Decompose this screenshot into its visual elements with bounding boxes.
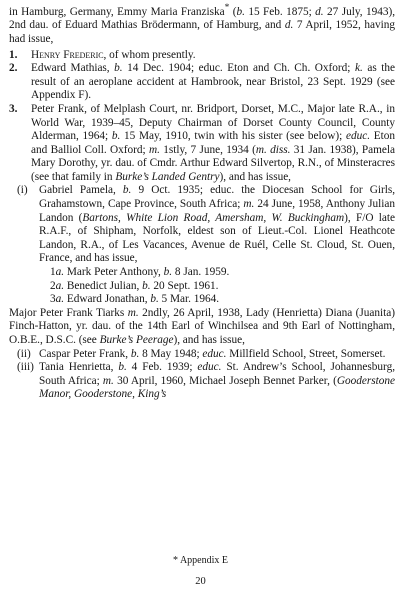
- item-text: Millfield School, Street, Somerset.: [226, 347, 386, 360]
- educ-abbrev: educ.: [345, 130, 371, 143]
- page-number: 20: [195, 576, 206, 587]
- item-text: 1stly, 7 June, 1934 (: [159, 143, 256, 156]
- footnote: * Appendix E: [173, 555, 228, 566]
- grandchild-date: 20 Sept. 1961.: [150, 279, 219, 292]
- grandchild-item: [9, 266, 395, 280]
- died-abbrev: d.: [315, 5, 324, 18]
- issue-item-3: [9, 103, 395, 185]
- item-text: Major Peter Frank Tiarks: [9, 306, 128, 319]
- item-text: Edward Mathias,: [31, 62, 115, 75]
- educ-abbrev: educ.: [202, 347, 227, 360]
- intro-text: 7 April, 1952, having had issue,: [9, 19, 395, 45]
- item-text: Tania Henrietta,: [39, 361, 119, 374]
- born-abbrev: b.: [114, 62, 123, 75]
- grandchild-date: 5 Mar. 1964.: [158, 293, 220, 306]
- book-title: Burke’s Peerage: [99, 334, 174, 347]
- intro-text: in Hamburg, Germany, Emmy Maria Franziska: [9, 5, 225, 18]
- book-title: Burke’s Landed Gentry: [115, 170, 220, 183]
- item-text: ), and has issue,: [219, 170, 291, 183]
- grandchild-suffix: a.: [55, 293, 65, 306]
- item-text: 30 April, 1960, Michael Joseph Bennet Parker, (: [113, 374, 337, 387]
- footnote-marker: *: [224, 3, 230, 13]
- grandchild-number: 1: [50, 266, 56, 279]
- grandchild-name: Benedict Julian,: [64, 279, 143, 292]
- issue-item-2: [9, 62, 395, 103]
- roman-numeral: (ii): [17, 347, 31, 360]
- roman-numeral: (i): [17, 184, 28, 197]
- married-abbrev: m.: [149, 143, 160, 156]
- married-abbrev: m.: [243, 198, 255, 211]
- born-abbrev: b.: [236, 5, 245, 18]
- item-text: Gabriel Pamela,: [39, 184, 123, 197]
- item-number: 1.: [9, 48, 18, 61]
- born-abbrev: b.: [150, 293, 159, 306]
- educ-abbrev: educ.: [197, 361, 222, 374]
- item-text: , of whom presently.: [103, 48, 196, 61]
- grandchild-suffix: a.: [55, 266, 65, 279]
- item-text: St. Andrew’s School, Johannesburg, South Africa;: [39, 361, 395, 387]
- grandchild-number: 2: [50, 279, 56, 292]
- address: Gooderstone Manor, Gooderstone, King’s: [39, 374, 395, 401]
- born-abbrev: b.: [122, 184, 132, 197]
- killed-abbrev: k.: [354, 62, 363, 75]
- married-abbrev: m.: [102, 374, 114, 387]
- item-text: as the result of an aeroplane accident at Hambrook, near Bristol, 23 Sept. 1929 (see Appendix F).: [31, 62, 395, 102]
- item-text: 9 Oct. 1935; educ. the Diocesan School for Girls, Grahamstown, Cape Province, South Africa;: [39, 184, 396, 211]
- item-text: 4 Feb. 1939;: [126, 361, 198, 374]
- born-abbrev: b.: [163, 266, 173, 279]
- born-abbrev: b.: [118, 361, 127, 374]
- item-text: Caspar Peter Frank,: [39, 347, 131, 360]
- born-abbrev: b.: [111, 130, 121, 143]
- item-text: ), and has issue,: [173, 334, 245, 347]
- address: Bartons, White Lion Road, Amersham, W. Buckingham: [82, 211, 345, 224]
- item-text: 24 June, 1958, Anthony Julian Landon (: [39, 198, 395, 224]
- married-abbrev: m.: [127, 306, 139, 319]
- grandchild-item: [9, 293, 395, 307]
- item-text: Eton and Balliol Coll. Oxford;: [31, 130, 395, 156]
- grandchild-name: Edward Jonathan,: [64, 293, 151, 306]
- item-number: 3.: [9, 102, 18, 115]
- roman-numeral: (iii): [17, 361, 34, 374]
- sub-item-ii: [9, 348, 395, 362]
- intro-paragraph: [9, 2, 395, 47]
- heir-name: Henry Frederic: [31, 48, 104, 61]
- died-abbrev: d.: [284, 19, 294, 32]
- grandchild-name: Mark Peter Anthony,: [64, 266, 164, 279]
- item-text: 2ndly, 26 April, 1938, Lady (Henrietta) Diana (Juanita) Finch-Hatton, yr. dau. of the 14th Earl of Winchilsea and 9th Earl of Nottingham, O.B.E., D.S.C. (see: [9, 306, 395, 347]
- item-text: 8 May 1948;: [139, 347, 203, 360]
- item-text: 15 May, 1910, twin with his sister (see below);: [120, 130, 346, 143]
- grandchild-number: 3: [50, 293, 56, 306]
- grandchild-item: [9, 280, 395, 294]
- intro-text: (: [229, 5, 237, 18]
- item-text: 14 Dec. 1904; educ. Eton and Ch. Ch. Oxford;: [122, 62, 355, 75]
- intro-text: 15 Feb. 1875;: [244, 5, 316, 18]
- sub-item-iii: [9, 361, 395, 402]
- issue-item-1: [9, 49, 395, 63]
- intro-text: 27 July, 1943), 2nd dau. of Eduard Mathias Brödermann, of Hamburg, and: [9, 5, 396, 32]
- item-text: ), F/O late R.A.F., of Shipham, Norfolk, eldest son of Lieut.-Col. Lionel Heathcote Landon, R.A., of Les Vacances, Avenue de Ruél, Celle St. Cloud, St. Ouen, France, and has issue,: [39, 211, 395, 265]
- item-text: 31 Jan. 1938), Pamela Mary Dorothy, yr. dau. of Cmdr. Arthur Edward Silvertop, R.N., of Minsteracres (see that family in: [31, 143, 395, 183]
- sub-item-i: [9, 184, 395, 266]
- born-abbrev: b.: [142, 279, 151, 292]
- item-text: Peter Frank, of Melplash Court, nr. Bridport, Dorset, M.C., Major late R.A., in World War, 1939–45, Deputy Chairman of Dorset County Council, County Alderman, 1964;: [31, 102, 395, 143]
- marriage-dissolved-abbrev: m. diss.: [255, 143, 291, 156]
- second-marriage-paragraph: [9, 307, 395, 348]
- grandchild-date: 8 Jan. 1959.: [172, 266, 230, 279]
- born-abbrev: b.: [130, 347, 140, 360]
- grandchild-suffix: a.: [55, 279, 65, 292]
- item-number: 2.: [9, 62, 18, 75]
